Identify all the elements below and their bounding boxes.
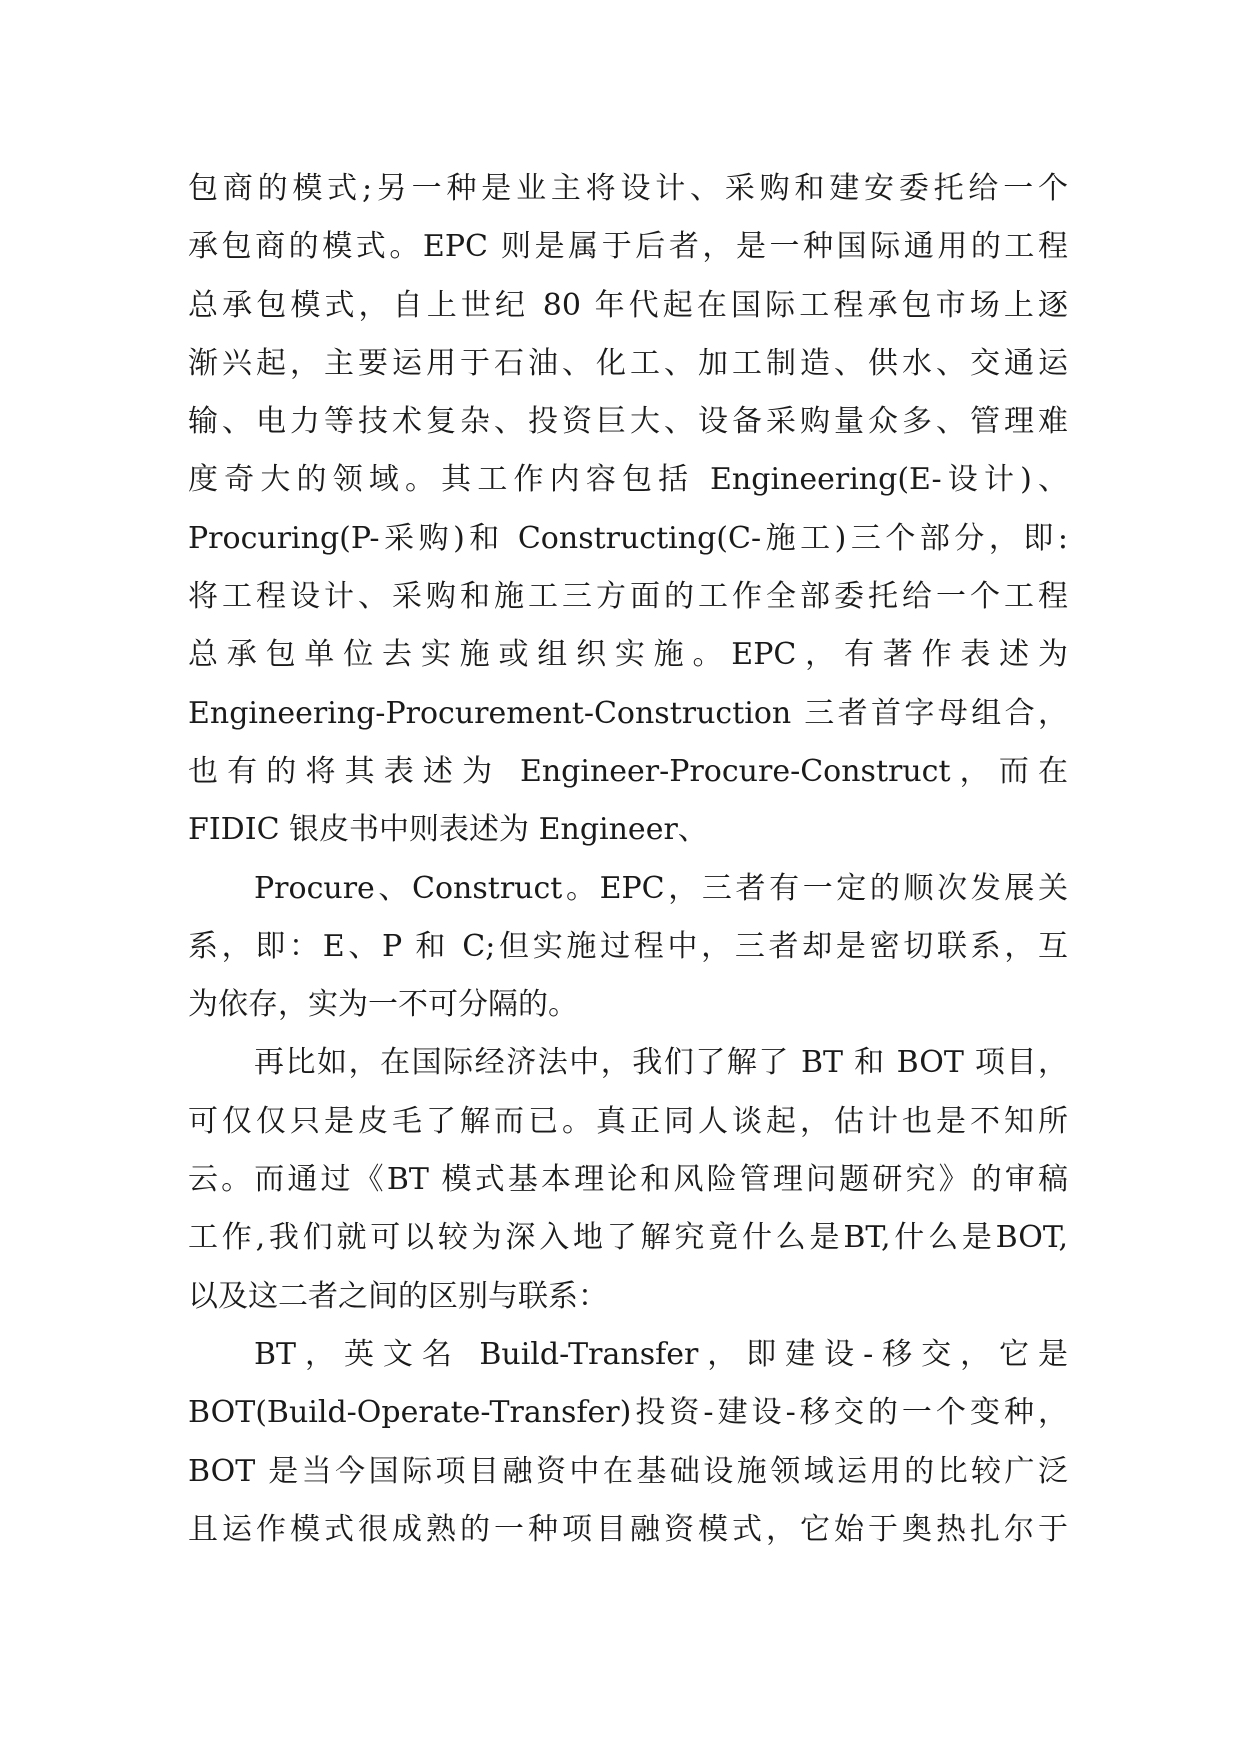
text-line: 再比如，在国际经济法中，我们了解了 BT 和 BOT 项目， — [254, 1045, 1068, 1081]
text-line: 工作,我们就可以较为深入地了解究竟什么是BT,什么是BOT, — [188, 1220, 1068, 1256]
text-line: Procure、Construct。EPC，三者有一定的顺次发展关 — [254, 870, 1068, 906]
text-line: BT，英文名 Build-Transfer，即建设-移交，它是 — [254, 1336, 1068, 1372]
text-line: 总承包模式，自上世纪 80 年代起在国际工程承包市场上逐 — [188, 287, 1068, 323]
text-line: 包商的模式;另一种是业主将设计、采购和建安委托给一个 — [188, 171, 1068, 206]
text-line: 总承包单位去实施或组织实施。EPC，有著作表述为 — [188, 637, 1068, 673]
text-line: 系，即：E、P 和 C;但实施过程中，三者却是密切联系，互 — [188, 928, 1068, 964]
text-line: 输、电力等技术复杂、投资巨大、设备采购量众多、管理难 — [188, 404, 1068, 440]
text-line: 以及这二者之间的区别与联系： — [188, 1278, 608, 1314]
text-line: 承包商的模式。EPC 则是属于后者，是一种国际通用的工程 — [188, 229, 1068, 265]
text-line: Procuring(P-采购)和 Constructing(C-施工)三个部分，即: — [188, 520, 1068, 556]
text-line: 且运作模式很成熟的一种项目融资模式，它始于奥热扎尔于 — [188, 1511, 1068, 1547]
text-line: 渐兴起，主要运用于石油、化工、加工制造、供水、交通运 — [188, 345, 1068, 381]
text-line: BOT 是当今国际项目融资中在基础设施领域运用的比较广泛 — [188, 1453, 1068, 1489]
body-text — [188, 160, 1068, 1559]
text-line: 为依存，实为一不可分隔的。 — [188, 987, 578, 1023]
text-line: Engineering-Procurement-Construction 三者首字母组合， — [188, 695, 1068, 731]
text-line: 也有的将其表述为 Engineer-Procure-Construct，而在 — [188, 753, 1068, 789]
text-line: BOT(Build-Operate-Transfer)投资-建设-移交的一个变种， — [188, 1395, 1068, 1431]
text-line: 云。而通过《BT 模式基本理论和风险管理问题研究》的审稿 — [188, 1162, 1068, 1198]
text-line: 可仅仅只是皮毛了解而已。真正同人谈起，估计也是不知所 — [188, 1103, 1068, 1139]
text-line: 将工程设计、采购和施工三方面的工作全部委托给一个工程 — [188, 579, 1068, 615]
text-line: FIDIC 银皮书中则表述为 Engineer、 — [188, 812, 708, 848]
text-line: 度奇大的领域。其工作内容包括 Engineering(E-设计)、 — [188, 462, 1068, 498]
